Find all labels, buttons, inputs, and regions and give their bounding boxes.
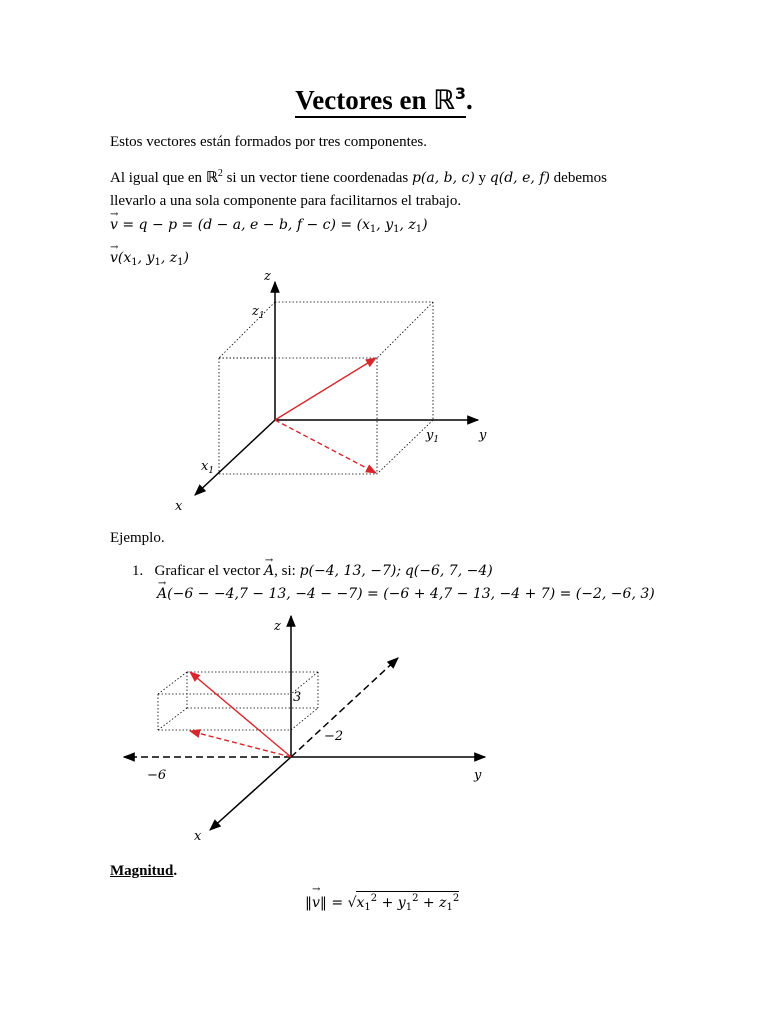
example-item-1: 1. Graficar el vector → A, si: p(−4, 13, −7); q(−6, 7, −4) (132, 560, 692, 583)
tick-label-3: 3 (293, 690, 302, 705)
tick-label-neg6: −6 (147, 768, 167, 783)
example-x-axis (210, 757, 291, 830)
example-item-1-calculation: → A(−6 − −4,7 − 13, −4 − −7) = (−6 + 4,7 − 13, −4 + 7) = (−2, −6, 3) (157, 583, 677, 606)
z-axis-label: z (264, 269, 271, 284)
tick-label-neg2: −2 (324, 729, 344, 744)
y1-label: $y_1$ (426, 428, 440, 445)
page-title: Vectores en ℝ$^3$. (295, 84, 473, 116)
example-heading: Ejemplo. (110, 530, 165, 546)
title-underline: Vectores en ℝ$^3$ (295, 84, 466, 116)
equation-vector-components: → $v(x_1$, $y_1$, $z_1$) (110, 247, 670, 274)
z1-label: $z_1$ (252, 304, 265, 321)
x1-label: $x_1$ (201, 459, 215, 476)
example-z-axis-label: z (274, 619, 281, 634)
example-x-axis-negative (291, 658, 398, 757)
example-x-axis-label: x (194, 829, 202, 844)
paragraph-coordinates: Al igual que en ℝ$^2$ si un vector tiene coordenadas p(a, b, c) y q(d, e, f) debemos llevarlo a una sola componente para facilitarnos el trabajo. (110, 168, 607, 209)
magnitude-heading: Magnitud. (110, 863, 178, 879)
intro-text: Estos vectores están formados por tres componentes. (110, 134, 427, 150)
example-y-axis-label: y (474, 768, 482, 783)
real-numbers-symbol: ℝ (433, 85, 455, 116)
y-axis-label: y (479, 428, 487, 443)
magnitude-formula: ‖→ v‖ = $√x_1^2 + y_1^2 + z_1^2$ (305, 891, 459, 913)
x-axis-label: x (175, 499, 183, 514)
equation-difference: → v = q − p = (d − a, e − b, $f - c) = (x_1$, $y_1$, $z_1$) (110, 214, 670, 241)
